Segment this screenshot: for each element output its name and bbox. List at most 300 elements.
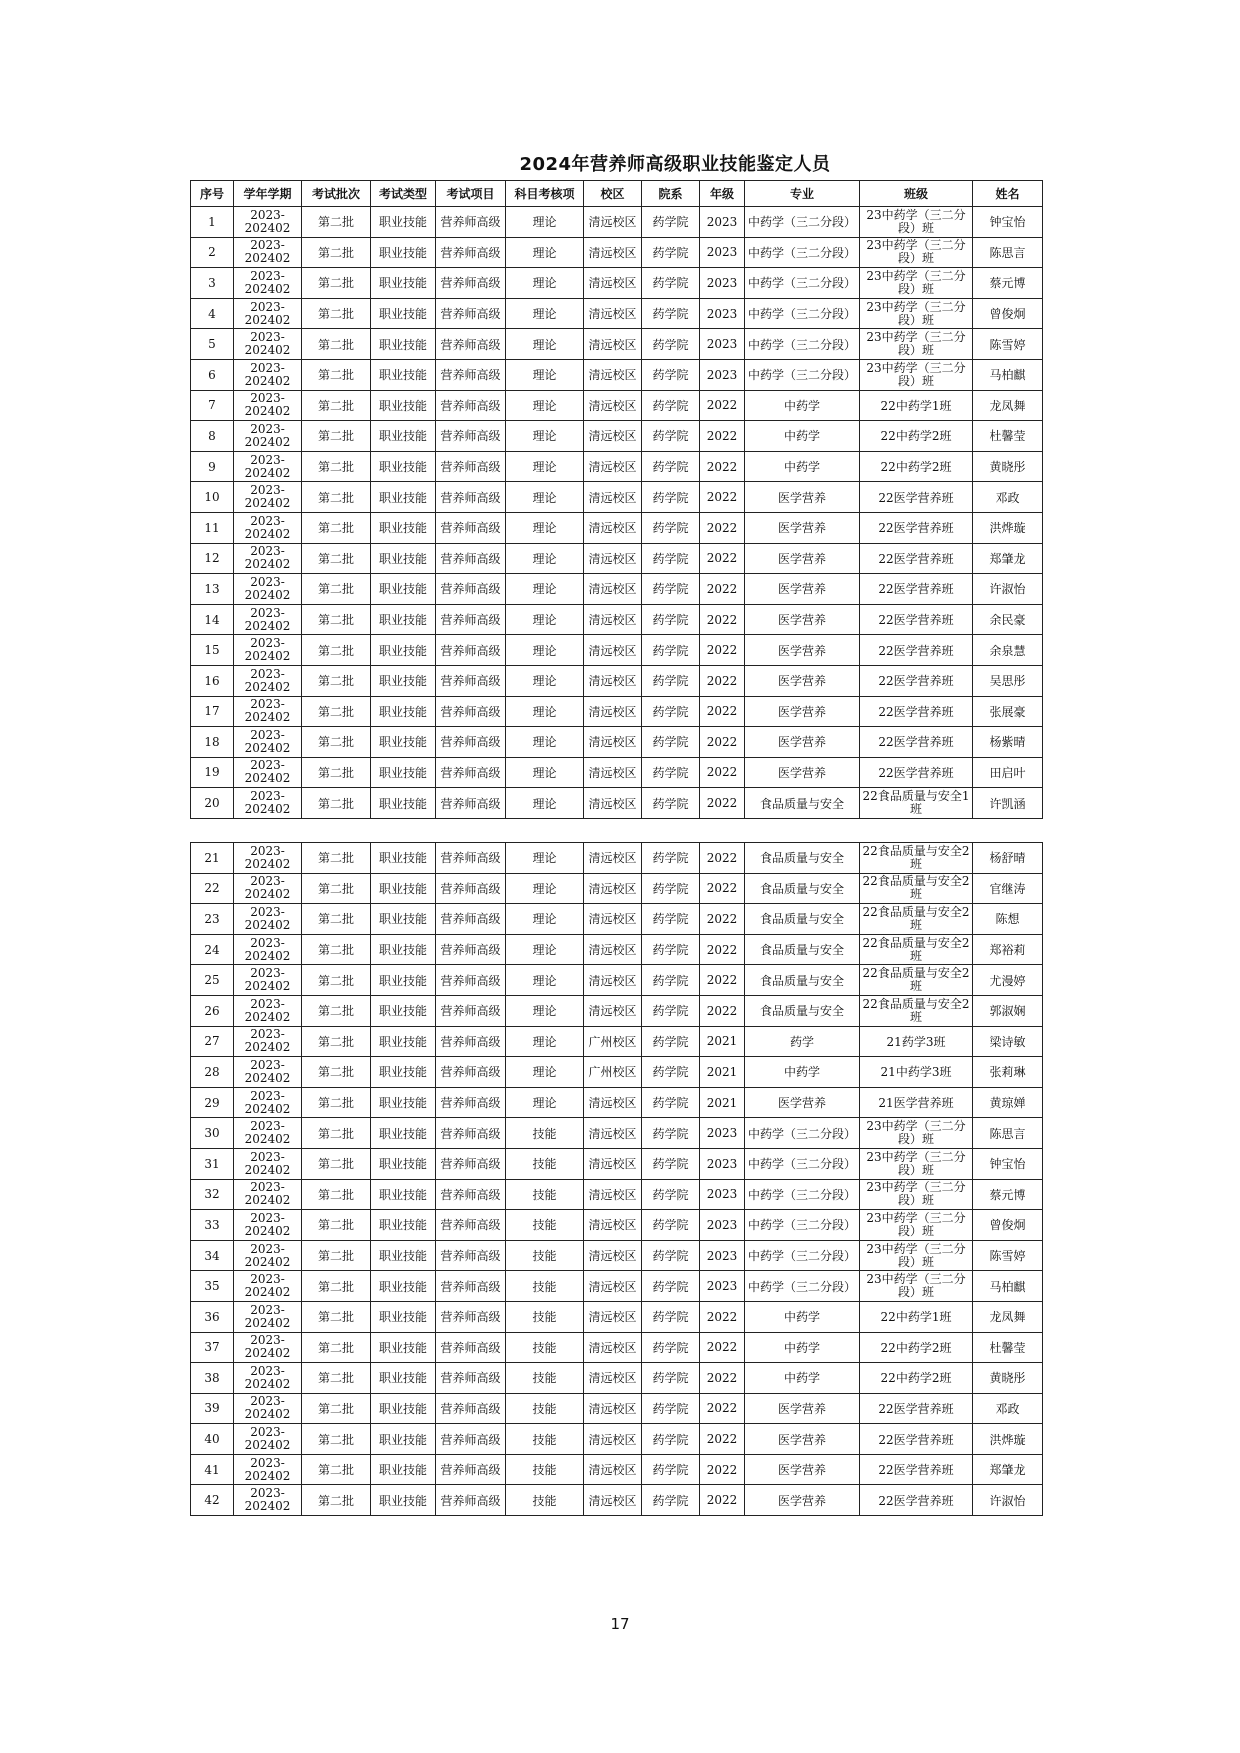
cell-assessment: 技能: [506, 1454, 584, 1485]
cell-grade: 2022: [700, 757, 745, 788]
cell-batch: 第二批: [302, 1210, 371, 1241]
cell-name: 黄晓彤: [973, 451, 1043, 482]
cell-seq: 33: [191, 1210, 234, 1241]
cell-exam-item: 营养师高级: [436, 1148, 506, 1179]
cell-grade: 2022: [700, 1454, 745, 1485]
cell-exam-item: 营养师高级: [436, 1087, 506, 1118]
cell-name: 张莉琳: [973, 1057, 1043, 1088]
table-row: [191, 207, 1043, 238]
cell-name: 马柏麒: [973, 1271, 1043, 1302]
cell-exam-item: 营养师高级: [436, 1332, 506, 1363]
cell-assessment: 技能: [506, 1240, 584, 1271]
cell-name: 尤漫婷: [973, 965, 1043, 996]
cell-assessment: 技能: [506, 1393, 584, 1424]
cell-assessment: 理论: [506, 934, 584, 965]
cell-class: 22医学营养班: [860, 665, 973, 696]
cell-name: 杜馨莹: [973, 421, 1043, 452]
cell-department: 药学院: [642, 482, 700, 513]
cell-department: 药学院: [642, 1240, 700, 1271]
cell-exam-item: 营养师高级: [436, 543, 506, 574]
table-row: [191, 359, 1043, 390]
cell-exam-type: 职业技能: [371, 1179, 436, 1210]
cell-exam-item: 营养师高级: [436, 873, 506, 904]
table-row: [191, 574, 1043, 605]
cell-campus: 清远校区: [584, 1240, 642, 1271]
cell-department: 药学院: [642, 934, 700, 965]
cell-exam-item: 营养师高级: [436, 359, 506, 390]
cell-department: 药学院: [642, 873, 700, 904]
cell-assessment: 理论: [506, 995, 584, 1026]
cell-exam-item: 营养师高级: [436, 1026, 506, 1057]
cell-name: 邓政: [973, 482, 1043, 513]
cell-seq: 18: [191, 727, 234, 758]
cell-exam-item: 营养师高级: [436, 757, 506, 788]
cell-seq: 3: [191, 268, 234, 299]
cell-department: 药学院: [642, 390, 700, 421]
cell-assessment: 理论: [506, 574, 584, 605]
cell-term: 2023-202402: [234, 543, 302, 574]
cell-major: 医学营养: [745, 757, 860, 788]
table-row: [191, 268, 1043, 299]
cell-grade: 2022: [700, 1485, 745, 1516]
cell-department: 药学院: [642, 757, 700, 788]
cell-assessment: 技能: [506, 1485, 584, 1516]
header-campus: 校区: [584, 181, 642, 207]
table-row: [191, 1363, 1043, 1394]
cell-seq: 22: [191, 873, 234, 904]
cell-exam-item: 营养师高级: [436, 1210, 506, 1241]
cell-term: 2023-202402: [234, 1210, 302, 1241]
cell-campus: 广州校区: [584, 1026, 642, 1057]
cell-class: 22中药学1班: [860, 1301, 973, 1332]
cell-grade: 2021: [700, 1057, 745, 1088]
cell-assessment: 技能: [506, 1148, 584, 1179]
cell-name: 蔡元博: [973, 1179, 1043, 1210]
cell-exam-item: 营养师高级: [436, 1179, 506, 1210]
cell-department: 药学院: [642, 696, 700, 727]
cell-major: 医学营养: [745, 543, 860, 574]
cell-seq: 15: [191, 635, 234, 666]
cell-assessment: 理论: [506, 512, 584, 543]
cell-assessment: 技能: [506, 1424, 584, 1455]
cell-exam-type: 职业技能: [371, 1026, 436, 1057]
cell-exam-type: 职业技能: [371, 237, 436, 268]
cell-major: 中药学（三二分段）: [745, 268, 860, 299]
cell-grade: 2023: [700, 1271, 745, 1302]
cell-name: 张展豪: [973, 696, 1043, 727]
cell-campus: 清远校区: [584, 1424, 642, 1455]
cell-major: 医学营养: [745, 727, 860, 758]
cell-batch: 第二批: [302, 696, 371, 727]
cell-grade: 2022: [700, 1393, 745, 1424]
cell-department: 药学院: [642, 207, 700, 238]
cell-exam-type: 职业技能: [371, 1424, 436, 1455]
cell-grade: 2023: [700, 1118, 745, 1149]
cell-exam-type: 职业技能: [371, 1118, 436, 1149]
cell-term: 2023-202402: [234, 298, 302, 329]
cell-exam-item: 营养师高级: [436, 482, 506, 513]
cell-term: 2023-202402: [234, 1332, 302, 1363]
cell-class: 22食品质量与安全2班: [860, 934, 973, 965]
cell-term: 2023-202402: [234, 604, 302, 635]
header-department: 院系: [642, 181, 700, 207]
header-major: 专业: [745, 181, 860, 207]
cell-department: 药学院: [642, 1148, 700, 1179]
cell-exam-type: 职业技能: [371, 298, 436, 329]
cell-assessment: 理论: [506, 665, 584, 696]
cell-class: 21医学营养班: [860, 1087, 973, 1118]
cell-exam-item: 营养师高级: [436, 1301, 506, 1332]
cell-name: 吴思彤: [973, 665, 1043, 696]
cell-seq: 35: [191, 1271, 234, 1302]
cell-batch: 第二批: [302, 359, 371, 390]
cell-term: 2023-202402: [234, 788, 302, 819]
cell-grade: 2021: [700, 1026, 745, 1057]
cell-term: 2023-202402: [234, 696, 302, 727]
cell-exam-item: 营养师高级: [436, 268, 506, 299]
cell-exam-type: 职业技能: [371, 268, 436, 299]
cell-class: 22医学营养班: [860, 635, 973, 666]
cell-campus: 清远校区: [584, 329, 642, 360]
cell-assessment: 理论: [506, 421, 584, 452]
cell-exam-type: 职业技能: [371, 207, 436, 238]
cell-grade: 2022: [700, 512, 745, 543]
table-row: [191, 1179, 1043, 1210]
table-row: [191, 1087, 1043, 1118]
cell-department: 药学院: [642, 1026, 700, 1057]
cell-batch: 第二批: [302, 1454, 371, 1485]
cell-major: 中药学（三二分段）: [745, 1118, 860, 1149]
cell-campus: 清远校区: [584, 1179, 642, 1210]
cell-campus: 清远校区: [584, 843, 642, 874]
cell-assessment: 技能: [506, 1301, 584, 1332]
cell-assessment: 理论: [506, 482, 584, 513]
cell-term: 2023-202402: [234, 1148, 302, 1179]
table-row: [191, 1301, 1043, 1332]
cell-campus: 清远校区: [584, 788, 642, 819]
cell-exam-type: 职业技能: [371, 421, 436, 452]
cell-exam-type: 职业技能: [371, 1454, 436, 1485]
cell-exam-item: 营养师高级: [436, 995, 506, 1026]
cell-grade: 2022: [700, 390, 745, 421]
cell-exam-item: 营养师高级: [436, 574, 506, 605]
cell-class: 22食品质量与安全2班: [860, 995, 973, 1026]
personnel-table-part1: [190, 180, 1043, 819]
cell-major: 食品质量与安全: [745, 873, 860, 904]
cell-grade: 2022: [700, 843, 745, 874]
cell-grade: 2022: [700, 665, 745, 696]
cell-exam-item: 营养师高级: [436, 604, 506, 635]
cell-seq: 24: [191, 934, 234, 965]
cell-seq: 9: [191, 451, 234, 482]
cell-class: 22医学营养班: [860, 482, 973, 513]
cell-exam-type: 职业技能: [371, 1240, 436, 1271]
cell-class: 22食品质量与安全2班: [860, 965, 973, 996]
cell-exam-item: 营养师高级: [436, 421, 506, 452]
cell-seq: 1: [191, 207, 234, 238]
cell-class: 22中药学2班: [860, 1363, 973, 1394]
cell-class: 22中药学2班: [860, 421, 973, 452]
table-row: [191, 451, 1043, 482]
cell-assessment: 理论: [506, 390, 584, 421]
cell-grade: 2022: [700, 1332, 745, 1363]
cell-batch: 第二批: [302, 451, 371, 482]
table-row: [191, 934, 1043, 965]
cell-grade: 2023: [700, 268, 745, 299]
cell-campus: 清远校区: [584, 873, 642, 904]
cell-name: 郭淑娴: [973, 995, 1043, 1026]
cell-exam-type: 职业技能: [371, 873, 436, 904]
cell-major: 食品质量与安全: [745, 995, 860, 1026]
cell-department: 药学院: [642, 1424, 700, 1455]
cell-seq: 6: [191, 359, 234, 390]
cell-name: 田启叶: [973, 757, 1043, 788]
cell-batch: 第二批: [302, 390, 371, 421]
table-row: [191, 727, 1043, 758]
cell-seq: 11: [191, 512, 234, 543]
cell-exam-item: 营养师高级: [436, 934, 506, 965]
cell-class: 22食品质量与安全2班: [860, 873, 973, 904]
cell-exam-type: 职业技能: [371, 1485, 436, 1516]
personnel-table-part2: [190, 842, 1043, 1516]
cell-grade: 2021: [700, 1087, 745, 1118]
cell-class: 23中药学（三二分段）班: [860, 1118, 973, 1149]
cell-major: 医学营养: [745, 604, 860, 635]
cell-assessment: 理论: [506, 757, 584, 788]
cell-batch: 第二批: [302, 1026, 371, 1057]
cell-batch: 第二批: [302, 512, 371, 543]
cell-name: 郑裕莉: [973, 934, 1043, 965]
cell-class: 22医学营养班: [860, 696, 973, 727]
cell-exam-type: 职业技能: [371, 995, 436, 1026]
table-row: [191, 1393, 1043, 1424]
cell-major: 医学营养: [745, 574, 860, 605]
cell-seq: 23: [191, 904, 234, 935]
cell-batch: 第二批: [302, 727, 371, 758]
cell-seq: 4: [191, 298, 234, 329]
cell-name: 蔡元博: [973, 268, 1043, 299]
cell-exam-type: 职业技能: [371, 1301, 436, 1332]
cell-batch: 第二批: [302, 788, 371, 819]
cell-department: 药学院: [642, 1118, 700, 1149]
cell-exam-type: 职业技能: [371, 1210, 436, 1241]
cell-batch: 第二批: [302, 298, 371, 329]
cell-name: 杜馨莹: [973, 1332, 1043, 1363]
cell-exam-type: 职业技能: [371, 1393, 436, 1424]
cell-exam-type: 职业技能: [371, 574, 436, 605]
cell-grade: 2023: [700, 359, 745, 390]
cell-major: 食品质量与安全: [745, 788, 860, 819]
cell-department: 药学院: [642, 298, 700, 329]
cell-name: 余泉慧: [973, 635, 1043, 666]
cell-exam-item: 营养师高级: [436, 1485, 506, 1516]
cell-term: 2023-202402: [234, 1057, 302, 1088]
cell-exam-type: 职业技能: [371, 1057, 436, 1088]
cell-name: 陈雪婷: [973, 1240, 1043, 1271]
cell-name: 洪烨璇: [973, 512, 1043, 543]
cell-batch: 第二批: [302, 873, 371, 904]
cell-grade: 2022: [700, 727, 745, 758]
cell-assessment: 理论: [506, 696, 584, 727]
cell-major: 医学营养: [745, 635, 860, 666]
table-row: [191, 1026, 1043, 1057]
cell-seq: 40: [191, 1424, 234, 1455]
cell-major: 医学营养: [745, 1087, 860, 1118]
cell-seq: 20: [191, 788, 234, 819]
cell-batch: 第二批: [302, 543, 371, 574]
cell-seq: 42: [191, 1485, 234, 1516]
cell-term: 2023-202402: [234, 1424, 302, 1455]
cell-class: 22食品质量与安全1班: [860, 788, 973, 819]
cell-seq: 2: [191, 237, 234, 268]
cell-seq: 39: [191, 1393, 234, 1424]
cell-campus: 清远校区: [584, 574, 642, 605]
cell-campus: 清远校区: [584, 1087, 642, 1118]
table-row: [191, 1424, 1043, 1455]
cell-department: 药学院: [642, 1332, 700, 1363]
cell-term: 2023-202402: [234, 1301, 302, 1332]
cell-exam-item: 营养师高级: [436, 965, 506, 996]
cell-exam-type: 职业技能: [371, 965, 436, 996]
cell-assessment: 技能: [506, 1332, 584, 1363]
table-header-row: [191, 181, 1043, 207]
table-row: [191, 1057, 1043, 1088]
cell-grade: 2023: [700, 298, 745, 329]
cell-name: 郑肇龙: [973, 1454, 1043, 1485]
table-row: [191, 1332, 1043, 1363]
cell-exam-item: 营养师高级: [436, 512, 506, 543]
cell-campus: 清远校区: [584, 1393, 642, 1424]
cell-batch: 第二批: [302, 665, 371, 696]
cell-seq: 34: [191, 1240, 234, 1271]
cell-seq: 30: [191, 1118, 234, 1149]
cell-name: 陈想: [973, 904, 1043, 935]
cell-department: 药学院: [642, 843, 700, 874]
table-row: [191, 1271, 1043, 1302]
cell-class: 23中药学（三二分段）班: [860, 1271, 973, 1302]
cell-exam-item: 营养师高级: [436, 390, 506, 421]
cell-name: 陈思言: [973, 1118, 1043, 1149]
cell-exam-type: 职业技能: [371, 604, 436, 635]
cell-name: 许淑怡: [973, 574, 1043, 605]
cell-class: 23中药学（三二分段）班: [860, 1148, 973, 1179]
cell-department: 药学院: [642, 543, 700, 574]
cell-class: 22中药学1班: [860, 390, 973, 421]
cell-assessment: 理论: [506, 788, 584, 819]
cell-seq: 16: [191, 665, 234, 696]
cell-seq: 5: [191, 329, 234, 360]
cell-assessment: 理论: [506, 843, 584, 874]
table-row: [191, 1240, 1043, 1271]
cell-exam-type: 职业技能: [371, 390, 436, 421]
cell-term: 2023-202402: [234, 873, 302, 904]
cell-exam-type: 职业技能: [371, 904, 436, 935]
cell-term: 2023-202402: [234, 1240, 302, 1271]
cell-assessment: 理论: [506, 298, 584, 329]
cell-exam-item: 营养师高级: [436, 451, 506, 482]
cell-campus: 清远校区: [584, 604, 642, 635]
cell-major: 中药学（三二分段）: [745, 329, 860, 360]
cell-name: 官继涛: [973, 873, 1043, 904]
cell-name: 杨舒晴: [973, 843, 1043, 874]
cell-department: 药学院: [642, 268, 700, 299]
cell-term: 2023-202402: [234, 635, 302, 666]
cell-grade: 2022: [700, 604, 745, 635]
cell-campus: 清远校区: [584, 1271, 642, 1302]
cell-class: 22医学营养班: [860, 1424, 973, 1455]
cell-class: 23中药学（三二分段）班: [860, 359, 973, 390]
cell-department: 药学院: [642, 1454, 700, 1485]
cell-grade: 2022: [700, 543, 745, 574]
cell-campus: 清远校区: [584, 635, 642, 666]
cell-campus: 清远校区: [584, 1363, 642, 1394]
cell-department: 药学院: [642, 1087, 700, 1118]
cell-class: 23中药学（三二分段）班: [860, 237, 973, 268]
cell-grade: 2023: [700, 1210, 745, 1241]
cell-exam-type: 职业技能: [371, 934, 436, 965]
cell-major: 食品质量与安全: [745, 843, 860, 874]
cell-batch: 第二批: [302, 1118, 371, 1149]
header-grade: 年级: [700, 181, 745, 207]
cell-exam-item: 营养师高级: [436, 1424, 506, 1455]
cell-seq: 28: [191, 1057, 234, 1088]
cell-major: 医学营养: [745, 696, 860, 727]
cell-grade: 2022: [700, 696, 745, 727]
cell-assessment: 理论: [506, 329, 584, 360]
cell-exam-item: 营养师高级: [436, 1240, 506, 1271]
header-exam-item: 考试项目: [436, 181, 506, 207]
cell-department: 药学院: [642, 604, 700, 635]
cell-seq: 19: [191, 757, 234, 788]
cell-campus: 清远校区: [584, 1301, 642, 1332]
cell-exam-type: 职业技能: [371, 788, 436, 819]
cell-department: 药学院: [642, 788, 700, 819]
cell-batch: 第二批: [302, 574, 371, 605]
cell-batch: 第二批: [302, 1179, 371, 1210]
cell-class: 22医学营养班: [860, 1393, 973, 1424]
table-row: [191, 329, 1043, 360]
table-row: [191, 1485, 1043, 1516]
cell-assessment: 技能: [506, 1363, 584, 1394]
cell-grade: 2022: [700, 904, 745, 935]
cell-major: 中药学: [745, 1301, 860, 1332]
table-row: [191, 757, 1043, 788]
cell-campus: 清远校区: [584, 757, 642, 788]
cell-major: 中药学: [745, 421, 860, 452]
cell-seq: 37: [191, 1332, 234, 1363]
cell-exam-type: 职业技能: [371, 1363, 436, 1394]
cell-department: 药学院: [642, 995, 700, 1026]
cell-assessment: 理论: [506, 604, 584, 635]
cell-class: 22医学营养班: [860, 543, 973, 574]
cell-seq: 17: [191, 696, 234, 727]
cell-campus: 清远校区: [584, 390, 642, 421]
cell-grade: 2022: [700, 482, 745, 513]
cell-term: 2023-202402: [234, 329, 302, 360]
cell-batch: 第二批: [302, 1240, 371, 1271]
cell-campus: 清远校区: [584, 904, 642, 935]
cell-exam-item: 营养师高级: [436, 1271, 506, 1302]
cell-grade: 2022: [700, 451, 745, 482]
table-row: [191, 1210, 1043, 1241]
cell-major: 医学营养: [745, 512, 860, 543]
cell-major: 中药学（三二分段）: [745, 237, 860, 268]
cell-name: 龙凤舞: [973, 390, 1043, 421]
cell-seq: 38: [191, 1363, 234, 1394]
cell-department: 药学院: [642, 727, 700, 758]
cell-term: 2023-202402: [234, 512, 302, 543]
cell-exam-item: 营养师高级: [436, 635, 506, 666]
